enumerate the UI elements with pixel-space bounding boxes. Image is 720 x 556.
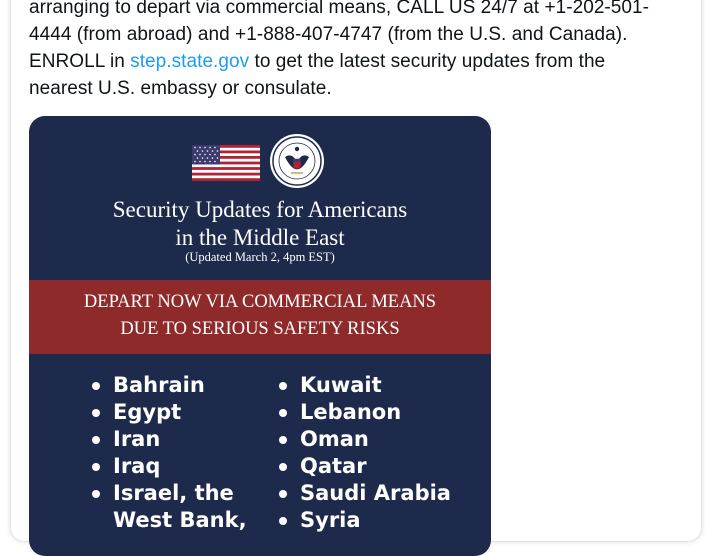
us-flag-icon	[192, 145, 260, 181]
country-list-right	[278, 372, 451, 534]
country-item: Lebanon	[278, 399, 451, 426]
tweet-text-line: arranging to depart via commercial means, CALL US 24/7 at +1-202-501-	[29, 0, 650, 18]
enroll-prefix: ENROLL in	[29, 51, 131, 72]
country-item: Oman	[278, 426, 451, 453]
tweet-text-line: 4444 (from abroad) and +1-888-407-4747 (from the U.S. and Canada).	[29, 24, 628, 45]
country-list-left	[91, 372, 247, 534]
graphic-title-line: Security Updates for Americans	[112, 197, 408, 222]
tweet-media-image[interactable]	[29, 116, 491, 556]
country-item-continuation: West Bank,	[113, 508, 247, 532]
warning-banner-line: DEPART NOW VIA COMMERCIAL MEANS	[83, 292, 437, 312]
graphic-subtitle: (Updated March 2, 4pm EST)	[185, 250, 335, 264]
country-item: Iraq	[91, 453, 247, 480]
tweet-text	[29, 0, 689, 102]
warning-banner	[29, 280, 491, 354]
graphic-title-line: in the Middle East	[175, 225, 345, 250]
country-item: Kuwait	[278, 372, 451, 399]
tweet-text-line: nearest U.S. embassy or consulate.	[29, 78, 332, 99]
enroll-suffix: to get the latest security updates from the	[249, 51, 606, 72]
warning-banner-line: DUE TO SERIOUS SAFETY RISKS	[120, 319, 400, 339]
country-item: Israel, the	[91, 480, 247, 507]
country-item: Saudi Arabia	[278, 480, 451, 507]
country-item: Egypt	[91, 399, 247, 426]
tweet-text-line	[29, 48, 689, 75]
country-item: Iran	[91, 426, 247, 453]
country-item: Bahrain	[91, 372, 247, 399]
country-item: Syria	[278, 507, 451, 534]
country-item: Qatar	[278, 453, 451, 480]
state-department-seal-icon	[269, 133, 325, 189]
step-link[interactable]: step.state.gov	[130, 51, 250, 72]
